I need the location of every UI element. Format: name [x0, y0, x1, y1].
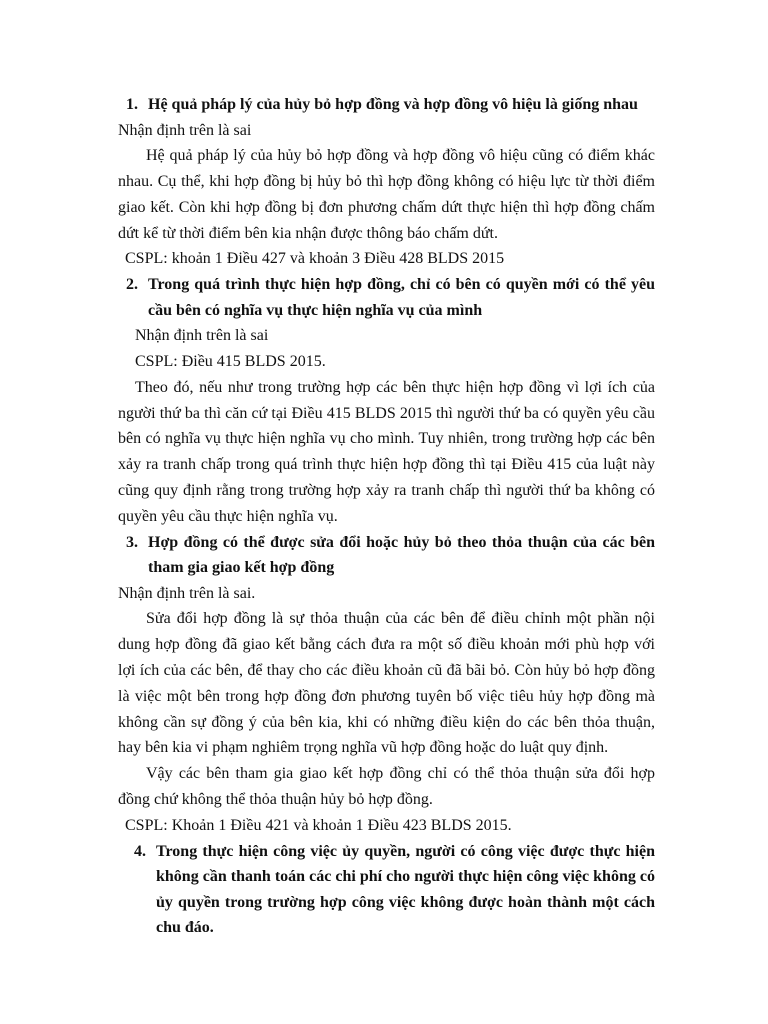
- legal-basis-2: CSPL: Điều 415 BLDS 2015.: [135, 353, 326, 371]
- question-number: 4.: [134, 842, 146, 860]
- question-text: Hệ quả pháp lý của hủy bỏ hợp đồng và hợp đồng vô hiệu là giống nhau: [148, 96, 638, 113]
- question-number: 3.: [126, 533, 138, 551]
- question-1-heading: [126, 92, 655, 118]
- question-3-heading: [126, 530, 655, 581]
- question-number: 1.: [126, 96, 138, 113]
- question-text: Trong quá trình thực hiện hợp đồng, chỉ có bên có quyền mới có thể yêu cầu bên có nghĩa vụ thực hiện nghĩa vụ của mình: [148, 276, 655, 319]
- explanation-1: Hệ quả pháp lý của hủy bỏ hợp đồng và hợp đồng vô hiệu cũng có điểm khác nhau. Cụ thể, khi hợp đồng bị hủy bỏ thì hợp đồng không có hiệu lực từ thời điểm giao kết. Còn khi hợp đồng bị đơn phương chấm dứt thực hiện thì hợp đồng chấm dứt kể từ thời điểm bên kia nhận được thông báo chấm dứt.: [118, 147, 655, 242]
- question-number: 2.: [126, 276, 138, 294]
- question-4-heading: [134, 839, 655, 941]
- explanation-3: Sửa đổi hợp đồng là sự thỏa thuận của các bên để điều chỉnh một phần nội dung hợp đồng đã giao kết bằng cách đưa ra một số điều khoản mới phù hợp với lợi ích của các bên, để thay cho các điều khoản cũ đã bãi bỏ. Còn hủy bỏ hợp đồng là việc một bên trong hợp đồng đơn phương tuyên bố việc tiêu hủy hợp đồng mà không cần sự đồng ý của bên kia, khi có những điều kiện do các bên thỏa thuận, hay bên kia vi phạm nghiêm trọng nghĩa vũ hợp đồng hoặc do luật quy định.: [118, 610, 655, 757]
- explanation-2: Theo đó, nếu như trong trường hợp các bên thực hiện hợp đồng vì lợi ích của người thứ ba thì căn cứ tại Điều 415 BLDS 2015 thì người thứ ba có quyền yêu cầu bên có nghĩa vụ thực hiện nghĩa vụ cho mình. Tuy nhiên, trong trường hợp các bên xảy ra tranh chấp trong quá trình thực hiện hợp đồng thì tại Điều 415 của luật này cũng quy định rằng trong trường hợp xảy ra tranh chấp thì người thứ ba không có quyền yêu cầu thực hiện nghĩa vụ.: [118, 378, 655, 525]
- conclusion-3: Vậy các bên tham gia giao kết hợp đồng chỉ có thể thỏa thuận sửa đổi hợp đồng chứ không thể thỏa thuận hủy bỏ hợp đồng.: [118, 765, 655, 809]
- question-2-heading: [126, 272, 655, 323]
- verdict-1: Nhận định trên là sai: [118, 121, 252, 139]
- question-text: Hợp đồng có thể được sửa đổi hoặc hủy bỏ theo thỏa thuận của các bên tham gia giao kết hợp đồng: [148, 533, 655, 577]
- question-text: Trong thực hiện công việc ủy quyền, người có công việc được thực hiện không cần thanh toán các chi phí cho người thực hiện công việc không có ủy quyền trong trường hợp công việc không được hoàn thành một cách chu đáo.: [156, 842, 655, 937]
- verdict-2: Nhận định trên là sai: [135, 327, 269, 345]
- verdict-3: Nhận định trên là sai.: [118, 584, 256, 602]
- legal-basis-3: CSPL: Khoản 1 Điều 421 và khoản 1 Điều 423 BLDS 2015.: [125, 816, 512, 834]
- legal-basis-1: CSPL: khoản 1 Điều 427 và khoản 3 Điều 428 BLDS 2015: [125, 250, 505, 268]
